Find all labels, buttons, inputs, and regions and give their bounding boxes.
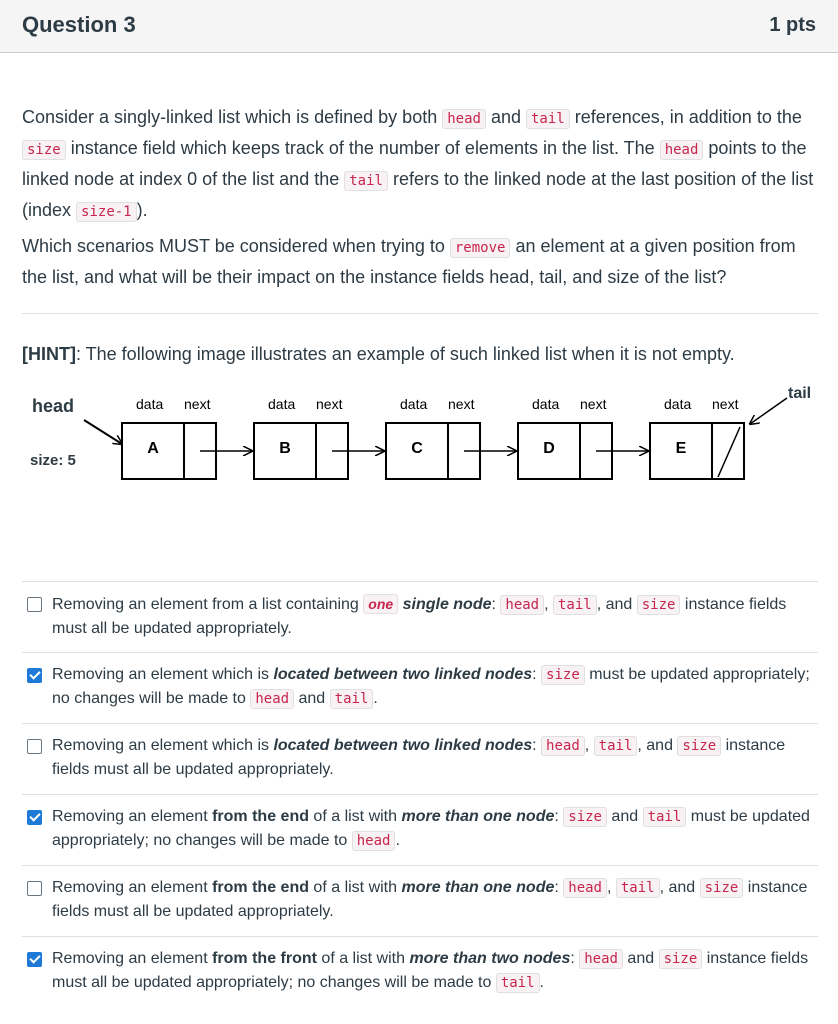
code-tail: tail	[344, 171, 388, 191]
checkbox[interactable]	[27, 597, 42, 612]
text: :	[491, 596, 501, 613]
text: must be updated appropriately; no changes will be made to	[52, 808, 810, 849]
answer-list	[22, 581, 818, 1007]
field-label-data: data	[664, 396, 692, 412]
node-value: B	[279, 440, 291, 457]
answer-option-4[interactable]	[22, 794, 818, 865]
emphasis: located between two linked nodes	[273, 737, 533, 754]
head-pointer-arrow	[84, 420, 122, 444]
tail-pointer-arrow	[750, 398, 787, 424]
field-label-data: data	[532, 396, 560, 412]
code-tail: tail	[526, 109, 570, 129]
code-size-minus-1: size-1	[76, 202, 137, 222]
text: Removing an element from a list containing	[52, 596, 364, 613]
hint-text	[22, 340, 735, 368]
text: instance fields must all be updated appropriately; no changes will be made to	[52, 950, 809, 991]
head-label: head	[32, 396, 75, 416]
code-size: size	[563, 807, 607, 827]
code-tail: tail	[496, 973, 540, 993]
text: Removing an element which is	[52, 666, 274, 683]
code-head: head	[660, 140, 704, 160]
checkbox[interactable]	[27, 739, 42, 754]
answer-option-1[interactable]	[22, 581, 818, 652]
text: points to the linked node at index 0 of the list and the	[22, 138, 807, 189]
size-label: size: 5	[30, 452, 76, 469]
text: and	[485, 107, 526, 127]
code-size: size	[541, 665, 585, 685]
text: instance fields must all be updated appropriately.	[52, 596, 787, 637]
text: Removing an element	[52, 950, 213, 967]
code-head: head	[250, 689, 294, 709]
text: references, in addition to the	[569, 107, 802, 127]
text: and	[606, 808, 643, 825]
tail-label: tail	[788, 385, 812, 402]
text: of a list with	[308, 808, 402, 825]
field-label-data: data	[400, 396, 428, 412]
text: and	[294, 690, 330, 707]
text: :	[554, 808, 564, 825]
text: :	[554, 879, 564, 896]
emphasis: more than one node	[401, 879, 555, 896]
code-tail: tail	[330, 689, 374, 709]
text: ).	[136, 200, 148, 220]
question-header	[0, 0, 838, 53]
code-head: head	[442, 109, 486, 129]
question-points: 1 pts	[769, 14, 816, 36]
field-label-next: next	[580, 396, 607, 412]
text: refers to the linked node at the last position of the list (index	[22, 169, 814, 220]
checkbox[interactable]	[27, 952, 42, 967]
divider	[22, 313, 818, 314]
field-label-next: next	[712, 396, 739, 412]
field-label-next: next	[448, 396, 475, 412]
answer-option-3[interactable]	[22, 723, 818, 794]
question-paragraph-2	[22, 232, 820, 292]
emphasis: single node	[398, 596, 492, 613]
code-size: size	[659, 949, 703, 969]
code-head: head	[563, 878, 607, 898]
checkbox[interactable]	[27, 881, 42, 896]
code-head: head	[541, 736, 585, 756]
node-value: A	[147, 440, 159, 457]
answer-option-6[interactable]	[22, 936, 818, 1007]
bold: from the end	[212, 879, 309, 896]
code-head: head	[579, 949, 623, 969]
text: :	[532, 666, 542, 683]
emphasis: more than one node	[401, 808, 555, 825]
field-label-data: data	[136, 396, 164, 412]
emphasis: more than two nodes	[409, 950, 571, 967]
hint-body: : The following image illustrates an example of such linked list when it is not empty.	[75, 344, 735, 364]
code-tail: tail	[616, 878, 660, 898]
text: , and	[659, 879, 700, 896]
code-head: head	[500, 595, 544, 615]
text: Removing an element	[52, 879, 213, 896]
text: and	[622, 950, 659, 967]
code-tail: tail	[594, 736, 638, 756]
text: Consider a singly-linked list which is defined by both	[22, 107, 443, 127]
code-one: one	[363, 594, 398, 614]
node-value: E	[675, 440, 687, 457]
text: :	[532, 737, 542, 754]
question-paragraph-1	[22, 103, 820, 227]
node-value: D	[543, 440, 555, 457]
answer-option-2[interactable]	[22, 652, 818, 723]
question-title: Question 3	[22, 12, 136, 37]
code-remove: remove	[450, 238, 511, 258]
code-tail: tail	[553, 595, 597, 615]
text: Removing an element	[52, 808, 213, 825]
text: .	[373, 690, 378, 707]
linked-list-diagram	[22, 378, 822, 518]
text: instance field which keeps track of the number of elements in the list. The	[65, 138, 660, 158]
checkbox[interactable]	[27, 810, 42, 825]
field-label-data: data	[268, 396, 296, 412]
text: .	[395, 832, 400, 849]
field-label-next: next	[184, 396, 211, 412]
node-group	[122, 396, 744, 479]
text: of a list with	[308, 879, 402, 896]
code-tail: tail	[643, 807, 687, 827]
code-size: size	[677, 736, 721, 756]
checkbox[interactable]	[27, 668, 42, 683]
text: , and	[596, 596, 637, 613]
emphasis: located between two linked nodes	[273, 666, 533, 683]
text: Removing an element which is	[52, 737, 274, 754]
bold: from the end	[212, 808, 309, 825]
node-value: C	[411, 440, 423, 457]
text: .	[539, 974, 544, 991]
text: must be updated appropriately; no changes will be made to	[52, 666, 810, 707]
text: :	[570, 950, 580, 967]
text: ,	[606, 879, 616, 896]
code-head: head	[352, 831, 396, 851]
hint-label: [HINT]	[22, 344, 76, 364]
text: ,	[544, 596, 553, 613]
text: of a list with	[316, 950, 410, 967]
text: , and	[637, 737, 678, 754]
node-next-box	[712, 423, 744, 479]
text: ,	[584, 737, 594, 754]
field-label-next: next	[316, 396, 343, 412]
code-size: size	[700, 878, 744, 898]
code-size: size	[637, 595, 681, 615]
answer-option-5[interactable]	[22, 865, 818, 936]
bold: from the front	[212, 950, 317, 967]
text: an element at a given position from the list, and what will be their impact on the instance fields head, tail, and size of the list?	[22, 236, 796, 287]
code-size: size	[22, 140, 66, 160]
text: instance fields must all be updated appropriately.	[52, 879, 808, 920]
text: instance fields must all be updated appropriately.	[52, 737, 786, 778]
text: Which scenarios MUST be considered when trying to	[22, 236, 450, 256]
